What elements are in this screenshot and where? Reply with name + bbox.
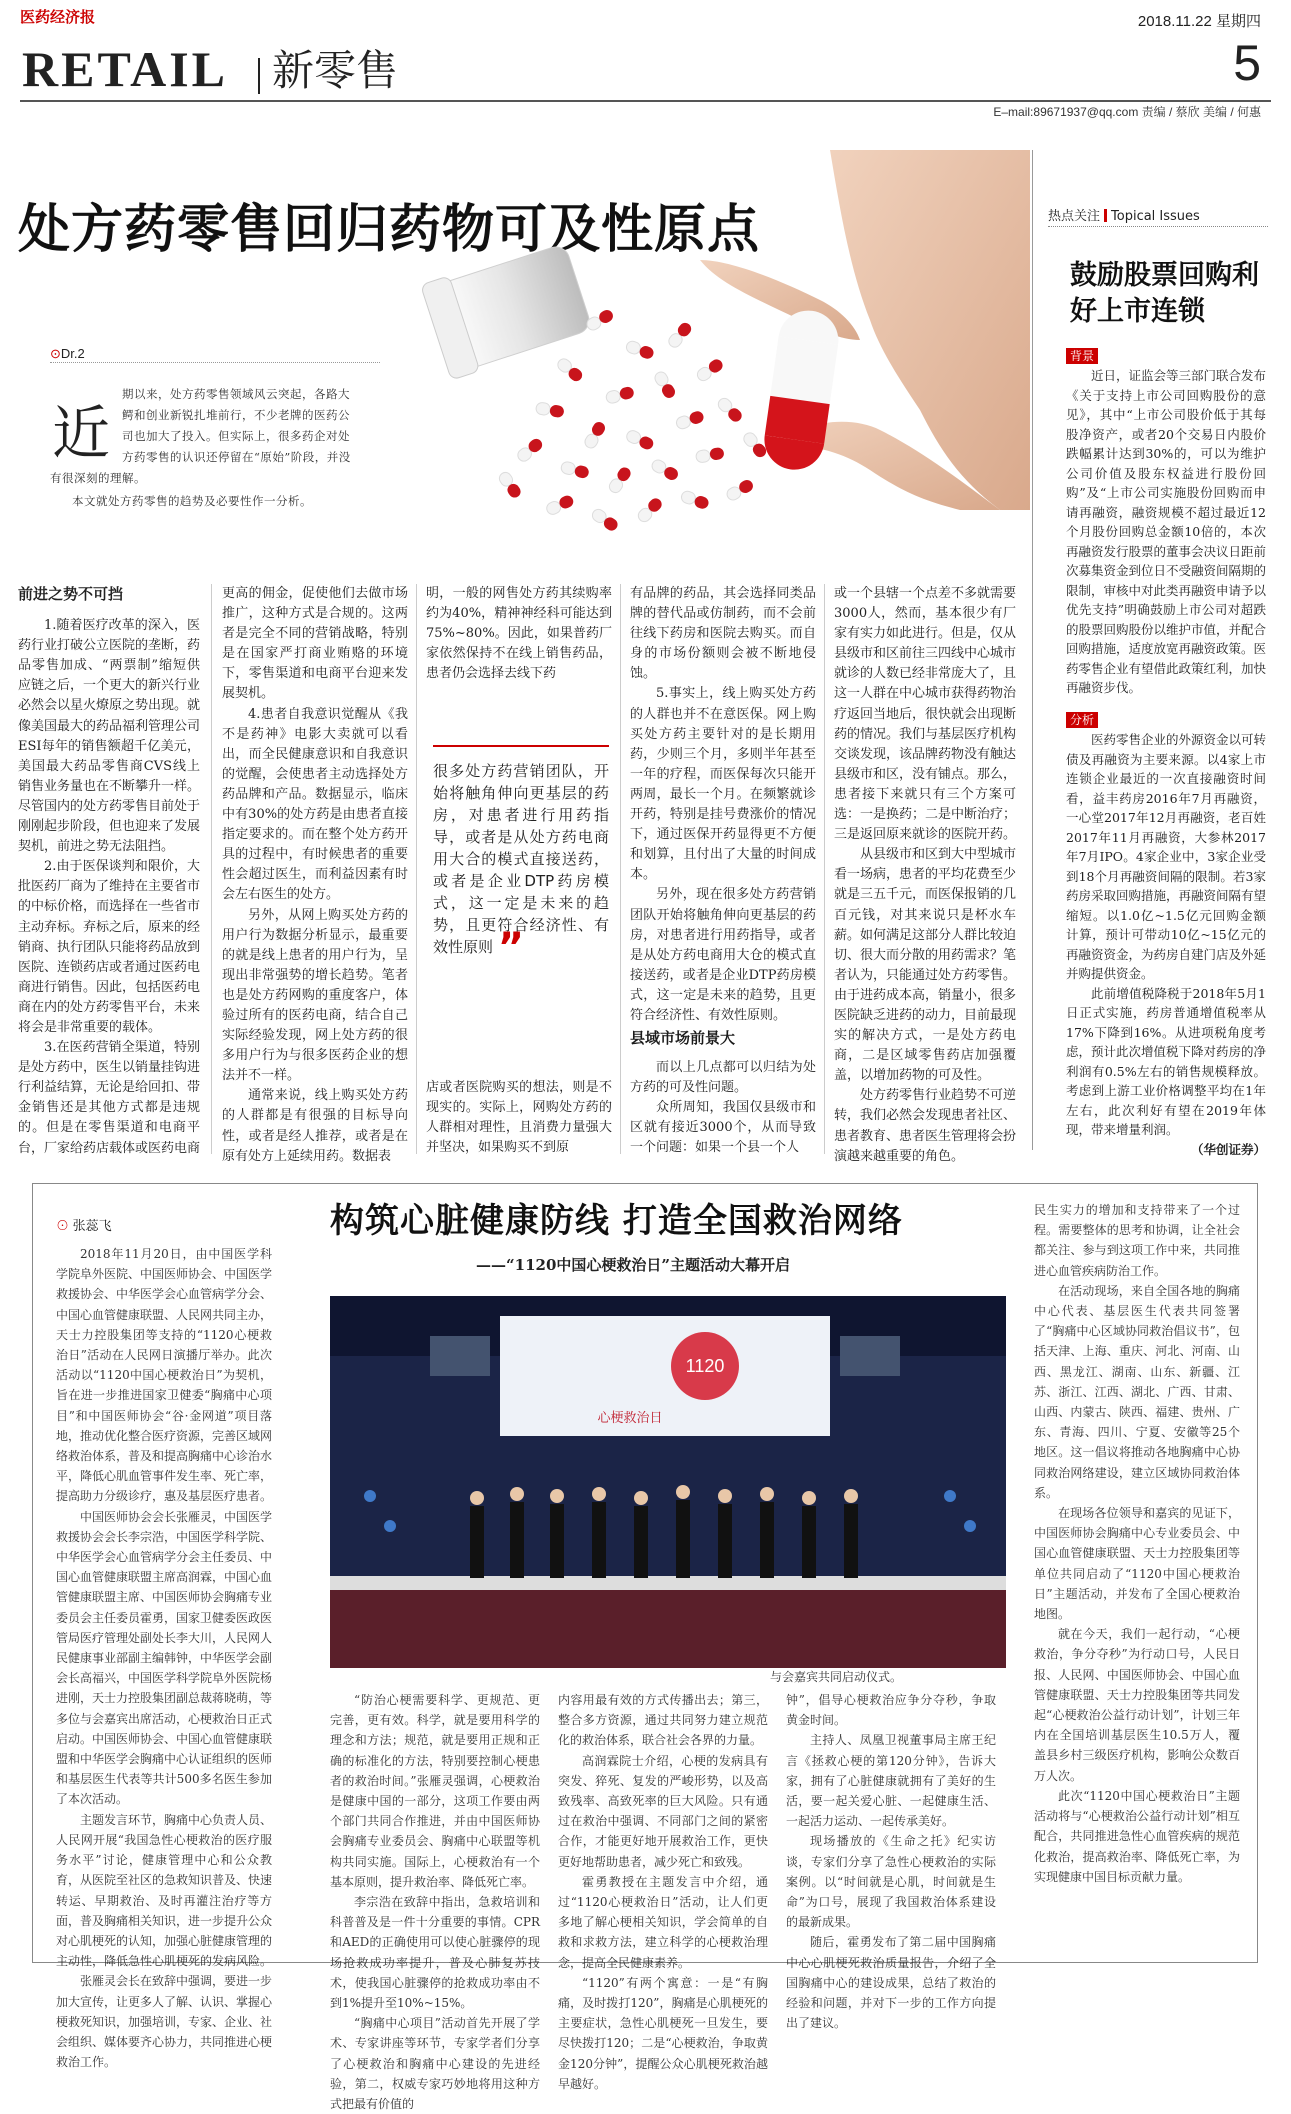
section-heading: 前进之势不可挡	[18, 585, 124, 603]
section-divider	[258, 58, 260, 94]
capsule-icon	[653, 370, 677, 400]
sidebar-headline: 鼓励股票回购利好上市连锁	[1070, 260, 1259, 327]
paragraph: 主题发言环节，胸痛中心负责人员、人民网开展“我国急性心梗救治的医疗服务水平”讨论，健康管理中心和公众教育，从医院至社区的急救知识普及、快速转运、早期救治、及时再灌注治疗等方面，普及胸痛相关知识，进一步提升公众对心肌梗死的认知，加强心脏健康管理的主动性，降低急性心肌梗死的发病风险。	[56, 1812, 273, 1969]
bottom-column	[558, 1690, 768, 2091]
sidebar-source: （华创证券）	[1190, 1141, 1266, 1157]
paragraph: 另外，现在很多处方药营销团队开始将触角伸向更基层的药房，对患者进行用药指导，或者是从处方药电商用大仓的模式直接送药，或者是企业DTP药房模式，这一定是未来的趋势，且更符合经济性、有效性原则。	[630, 887, 816, 1023]
paragraph: 或一个县辖一个点差不多就需要3000人，然而，基本很少有厂家有实力如此进行。但是，仅从县级市和区前往三四线中心城市就诊的人数已经非常庞大了，且这一人群在中心城市获得药物治疗返回当地后，很快就会出现断药的情况。我们与基层医疗机构交谈发现，该品牌药物没有触达县级市和区，没有铺点。那么，患者接下来就只有三个方案可选：一是换药；二是中断治疗；三是返回原来就诊的医院开药。	[834, 586, 1017, 843]
paragraph: 处方药零售行业趋势不可逆转，我们必然会发现患者社区、患者教育、患者医生管理将会扮演越来越重要的角色。	[834, 1088, 1017, 1164]
paragraph: 众所周知，我国仅县级市和区就有接近3000个，从而导致一个问题：如果一个县一个人	[630, 1100, 816, 1156]
article-column	[630, 584, 816, 1023]
lead-paragraph	[50, 384, 380, 512]
capsule-icon	[680, 490, 710, 511]
capsule-icon	[585, 308, 615, 332]
sidebar-divider	[1032, 150, 1033, 1150]
editor-credits: E–mail:89671937@qq.com 责编 / 蔡欣 美编 / 何惠	[993, 105, 1261, 119]
paragraph: 从县级市和区到大中型城市看一场病，患者的平均花费至少就是三五千元，而医保报销的几百元钱，对其来说只是杯水车薪。如何满足这部分人群比较迫切、很大而分散的用药需求？笔者认为，只能通过处方药零售。由于进药成本高，销量小，很多医院缺乏进药的动力，目前最现实的解决方式，一是处方药电商，二是区域零售药店加强覆盖，以增加药物的可及性。	[834, 847, 1017, 1084]
bottom-column	[330, 1690, 540, 2112]
column-divider	[211, 584, 212, 1154]
column-divider	[620, 584, 621, 1154]
kicker-bar-icon	[1104, 209, 1107, 222]
paragraph: 有品牌的药品，其会选择同类品牌的替代品或仿制药，而不会前往线下药房和医院去购买。而自身的市场份额则会被不断地侵蚀。	[630, 586, 816, 682]
paragraph: 高润霖院士介绍，心梗的发病具有突发、猝死、复发的严峻形势，以及高致残率、高致死率的巨大风险。只有通过在救治中强调、不同部门之间的紧密合作，才能更好地开展救治工作，更快更好地帮助患者，减少死亡和致残。	[558, 1753, 768, 1869]
svg-text:1120: 1120	[685, 1356, 725, 1376]
section-title-cn: 新零售	[272, 46, 399, 95]
sidebar-background-text	[1066, 366, 1266, 706]
paragraph: 近日，证监会等三部门联合发布《关于支持上市公司回购股份的意见》，其中“上市公司股价低于其每股净资产，或者20个交易日内股价跌幅累计达到30%的，可以为维护公司价值及股东权益进行股份回购”及“上市公司实施股份回购而申请再融资，融资规模不超过最近12个月股份回购总金额10倍的，本次再融资发行股票的董事会决议日距前次募集资金到位日不受融资间隔期的限制，审核中对此类再融资申请予以优先支持”明确鼓励上市公司对超跌的股票回购股份以维护市值，并配合回购措施，适度放宽再融资政策。医药零售企业有望借此政策红利，加快再融资步伐。	[1066, 368, 1267, 695]
paragraph: 民生实力的增加和支持带来了一个过程。需要整体的思考和协调，让全社会都关注、参与到这项工作中来，共同推进心血管疾病防治工作。	[1034, 1203, 1240, 1278]
capsule-icon	[607, 465, 633, 495]
paragraph: 钟”，倡导心梗救治应争分夺秒，争取黄金时间。	[786, 1693, 996, 1728]
lead-line: 方药零售的认识还停留在“原始”阶段，并没	[122, 450, 351, 464]
paragraph: 现场播放的《生命之托》纪实访谈，专家们分享了急性心梗救治的实际案例。以“时间就是心肌，时间就是生命”为口号，展现了我国救治体系建设的最新成果。	[786, 1834, 996, 1930]
lead-line: 司也加大了投入。但实际上，很多药企对处	[122, 429, 350, 443]
lead-line: 期以来，处方药零售领域风云突起，各路大	[122, 387, 350, 401]
article-column	[630, 1058, 816, 1158]
byline-mark-icon: ⊙	[50, 346, 61, 361]
paragraph: “1120”有两个寓意：一是“有胸痛，及时拨打120”，胸痛是心肌梗死的主要症状，急性心肌梗死一旦发生，要尽快拨打120；二是“心梗救治，争取黄金120分钟”，提醒公众心肌梗死救治越早越好。	[558, 1975, 768, 2091]
column-divider	[416, 584, 417, 1154]
quote-mark-icon: ”	[497, 925, 525, 971]
paragraph: 随后，霍勇发布了第二届中国胸痛中心心肌梗死救治质量报告，介绍了全国胸痛中心的建设成果，总结了救治的经验和问题，并对下一步的工作方向提出了建议。	[786, 1935, 996, 2031]
paragraph: 此次“1120中国心梗救治日”主题活动将与“心梗救治公益行动计划”相互配合，共同推进急性心血管疾病的规范化救治，提高救治率、降低死亡率，为实现健康中国目标贡献力量。	[1034, 1788, 1240, 1884]
kicker-cn: 热点关注	[1048, 209, 1101, 224]
capsule-icon	[625, 340, 655, 361]
capsule-icon	[560, 461, 590, 480]
paragraph: 在活动现场，来自全国各地的胸痛中心代表、基层医生代表共同签署了“胸痛中心区域协同救治倡议书”，包括天津、上海、重庆、河北、河南、山西、黑龙江、湖南、山东、新疆、江苏、浙江、江西、湖北、广西、甘肃、山西、内蒙古、陕西、福建、贵州、广东、青海、四川、宁夏、安徽等25个地区。这一倡议将推动各地胸痛中心协同救治网络建设，建立区域协同救治体系。	[1034, 1283, 1240, 1500]
paragraph: “防治心梗需要科学、更规范、更完善，更有效。科学，就是要用科学的理念和方法；规范，就是要用正规和正确的标准化的方法，特别要控制心梗患者的救治时间。”张雁灵强调，心梗救治是健康中国的一部分，这项工作要由两个部门共同合作推进，并由中国医师协会胸痛专业委员会、胸痛中心联盟等机构共同实施。国际上，心梗救治有一个基本原则，提升救治率、降低死亡率。	[330, 1693, 540, 1889]
bottom-column	[786, 1690, 996, 2031]
paragraph: 张雁灵会长在致辞中强调，要进一步加大宣传，让更多人了解、认识、掌握心梗救死知识，加强培训，专家、企业、社会组织、媒体要齐心协力，共同推进心梗救治工作。	[56, 1974, 273, 2070]
lead-summary: 本文就处方药零售的趋势及必要性作一分析。	[72, 494, 312, 508]
paragraph: 中国医师协会会长张雁灵，中国医学救援协会会长李宗浩，中国医学科学院、中华医学会心血管病学分会主任委员、中国心血管健康联盟主席高润霖，中国心血管健康联盟主席、中国医师协会胸痛专业委员会主任委员霍勇，国家卫健委医政医管局医疗管理处副处长李大川，人民网人民健康事业部副主编韩钟，中华医学会副会长高福兴，中国医学科学院阜外医院杨进刚，天士力控股集团副总裁蒋晓萌，等多位与会嘉宾出席活动，心梗救治日正式启动。中国医师协会、中国心血管健康联盟和中华医学会胸痛中心认证组织的医师和基层医生代表等共计500多名医生参加了本次活动。	[56, 1509, 273, 1807]
event-photo	[330, 1296, 1006, 1668]
sidebar-tag-background: 背景	[1066, 348, 1098, 364]
header-rule	[20, 100, 1271, 102]
kicker-en: Topical Issues	[1111, 209, 1200, 224]
bottom-headline: 构筑心脏健康防线 打造全国救治网络	[330, 1201, 903, 1241]
pull-quote	[433, 760, 609, 1040]
capsule-icon	[583, 420, 607, 450]
paragraph: 2.由于医保谈判和限价，大批医药厂商为了维持在主要省市的中标价格，而选择在一些省市主动弃标。弃标之后，原来的经销商、执行团队只能将药品放到医院、连锁药店或者通过医药电商进行销售。因此，包括医药电商在内的处方药零售平台，未来将会是非常重要的载体。	[18, 859, 201, 1035]
byline-author: Dr.2	[60, 346, 85, 361]
article-column	[18, 584, 200, 1154]
paragraph: 1.随着医疗改革的深入，医药行业打破公立医院的垄断，药品零售加成、“两票制”缩短供应链之后，一个更大的新兴行业必然会以星火燎原之势出现。就像美国最大的药品福利管理公司ESI每年的销售额超千亿美元，美国最大药品零售商CVS线上销售业务量也在不断攀升一样。尽管国内的处方药零售目前处于刚刚起步阶段，但也迎来了发展契机，前进之势无法阻挡。	[18, 618, 201, 855]
section-heading: 县域市场前景大	[630, 1029, 736, 1047]
screen-text: 心梗救治日	[597, 1411, 663, 1426]
article-column	[426, 1078, 612, 1158]
byline-mark-icon: ⊙	[56, 1218, 70, 1233]
paragraph: 内容用最有效的方式传播出去；第三，整合多方资源，通过共同努力建立规范化的救治体系，联合社会各界的力量。	[558, 1693, 768, 1748]
paragraph: 此前增值税降税于2018年5月1日正式实施，药房普通增值税率从17%下降到16%。从进项税角度考虑，预计此次增值税下降对药房的净利润有0.5%左右的销售规模释放。考虑到上游工业价格调整平均在1年左右，此次利好有望在2019年体现，带来增量利润。	[1066, 985, 1267, 1137]
byline-rule	[50, 362, 380, 363]
capsule-icon	[515, 436, 544, 463]
paragraph: 2018年11月20日，由中国医学科学院阜外医院、中国医师协会、中国医学救援协会、中华医学会心血管病学分会、中国心血管健康联盟、人民网共同主办，天士力控股集团等支持的“1120心梗救治日”活动在人民网日演播厅举办。此次活动以“1120中国心梗救治日”为契机，旨在进一步推进国家卫健委“胸痛中心项目”和中国医师协会“谷·金网道”项目落地，推动优化整合医疗资源，完善区域网络救治体系，普及和提高胸痛中心诊治水平，降低心肌血管事件发生率、死亡率，提高助力分级诊疗，惠及基层医疗患者。	[56, 1247, 273, 1504]
sidebar-kicker	[1048, 205, 1200, 224]
capsule-icon	[535, 402, 565, 419]
paragraph: 明，一般的网售处方药其续购率约为40%，精神神经科可能达到75%~80%。因此，如果普药厂家依然保持不在线上销售药品，患者仍会选择去线下药	[426, 586, 612, 682]
paragraph: 通常来说，线上购买处方药的人群都是有很强的目标导向性，或者是经人推荐，或者是在原有处方上延续用药。数据表	[222, 1088, 408, 1164]
bottom-column	[56, 1244, 273, 2070]
drop-cap: 近	[52, 399, 111, 467]
issue-date: 2018.11.22 星期四	[1137, 13, 1261, 30]
paragraph: 主持人、凤凰卫视董事局主席王纪言《拯救心梗的第120分钟》，告诉大家，拥有了心脏健康就拥有了美好的生活，要一起关爱心脏、一起健康生活、一起活力运动、一起传承美好。	[786, 1733, 996, 1829]
paragraph: 就在今天，我们一起行动，“心梗救治，争分夺秒”为行动口号，人民日报、人民网、中国医师协会、中国心血管健康联盟、天士力控股集团等共同发起“心梗救治公益行动计划”，计划三年内在全国培训基层医生10.5万人，覆盖县乡村三级医疗机构，影响公众数百万人次。	[1034, 1627, 1240, 1783]
capsule-icon	[716, 396, 744, 424]
capsule-icon	[725, 478, 755, 502]
paragraph: 医药零售企业的外源资金以可转债及再融资为主要来源。以4家上市连锁企业最近的一次直接融资时间看，益丰药房2016年7月再融资，一心堂2017年12月再融资，老百姓2017年11月再融资，大参林2017年7月IPO。4家企业中，3家企业受到18个月再融资间隔的限制。若3家药房采取回购措施，再融资间隔有望缩短。以1.0亿~1.5亿元回购金额计算，预计可带动10亿~15亿元的再融资资金，为药房自建门店及外延并购提供资金。	[1066, 732, 1267, 981]
article-column	[222, 584, 408, 1164]
capsule-icon	[497, 470, 523, 500]
paragraph: 3.在医药营销全渠道，特别是处方药中，医生以销量挂钩进行利益结算，无论是给回扣、带金销售还是其他方式都是违规的。但是在零售渠道和电商平台，厂家给药店载体或医药电商	[18, 1040, 201, 1156]
column-divider	[824, 584, 825, 1154]
paragraph: 而以上几点都可以归结为处方药的可及性问题。	[630, 1060, 816, 1096]
lead-line: 有很深刻的理解。	[50, 471, 146, 485]
event-stage-illustration	[330, 1296, 1006, 1668]
section-title-en: RETAIL	[22, 41, 229, 97]
paragraph: “胸痛中心项目”活动首先开展了学术、专家讲座等环节，专家学者们分享了心梗救治和胸痛中心建设的先进经验，第二，权威专家巧妙地将用这种方式把最有价值的	[330, 2016, 540, 2112]
paragraph: 李宗浩在致辞中指出，急救培训和科普普及是一件十分重要的事情。CPR和AED的正确使用可以使心脏骤停的现场抢救成功率提升，普及心肺复苏技术，使我国心脏骤停的抢救成功率由不到1%提升至10%~15%。	[330, 1895, 540, 2011]
paragraph: 更高的佣金，促使他们去做市场推广，这种方式是合规的。这两者是完全不同的营销战略，特别是在国家严打商业贿赂的环境下，零售渠道和电商平台迎来发展契机。	[222, 586, 408, 702]
main-headline: 处方药零售回归药物可及性原点	[18, 199, 761, 260]
paragraph: 5.事实上，线上购买处方药的人群也并不在意医保。网上购买处方药主要针对的是长期用药，少则三个月，多则半年甚至一年的疗程，而医保每次只能开两周，最长一个月。在频繁就诊开药，特别是挂号费涨价的情况下，通过医保开药显得更不方便和划算，且付出了大量的时间成本。	[630, 686, 816, 883]
bottom-column	[1034, 1200, 1240, 1950]
pull-quote-text: 很多处方药营销团队，开始将触角伸向更基层的药房，对患者进行用药指导，或者是从处方药电商用大合的模式直接送药，或者是企业DTP药房模式，这一定是未来的趋势，且更符合经济性、有效性原则	[433, 762, 609, 956]
bottom-byline	[56, 1215, 112, 1234]
page-number: 5	[1233, 35, 1261, 91]
capsule-icon	[636, 496, 664, 524]
sidebar-tag-analysis: 分析	[1066, 712, 1098, 728]
photo-caption: 与会嘉宾共同启动仪式。	[770, 1670, 903, 1684]
pills-hand-illustration	[400, 150, 1030, 570]
capsule-icon	[590, 507, 620, 533]
sidebar-analysis-text	[1066, 730, 1267, 1157]
article-column	[834, 584, 1017, 1164]
main-byline	[50, 346, 85, 362]
capsule-icon	[666, 320, 693, 349]
paragraph: 在现场各位领导和嘉宾的见证下，中国医师协会胸痛中心专业委员会、中国心血管健康联盟、天士力控股集团等单位共同启动了“1120中国心梗救治日”主题活动，并发布了全国心梗救治地图。	[1034, 1506, 1240, 1622]
paragraph: 霍勇教授在主题发言中介绍，通过“1120心梗救治日”活动，让人们更多地了解心梗相关知识，学会简单的自救和求救方法，建立科学的心梗救治理念，提高全民健康素养。	[558, 1874, 768, 1970]
bottom-subheadline: ——“1120中国心梗救治日”主题活动大幕开启	[476, 1256, 791, 1274]
paragraph: 4.患者自我意识觉醒从《我不是药神》电影大卖就可以看出，而全民健康意识和自我意识的觉醒，会使患者主动选择处方药品牌和产品。数据显示，临床中有30%的处方药是由患者直接指定要求的。而在整个处方药开具的过程中，有时候患者的重要性会超过医生，而利益因素有时会左右医生的处方。	[222, 706, 408, 903]
capsule-icon	[605, 386, 635, 405]
capsule-icon	[675, 410, 705, 431]
newspaper-logo: 医药经济报	[20, 8, 96, 26]
paragraph: 店或者医院购买的想法，则是不现实的。实际上，网购处方药的人群相对理性，且消费力量强大并坚决，如果购买不到原	[426, 1080, 612, 1156]
pull-quote-rule	[433, 745, 609, 747]
paragraph: 另外，从网上购买处方药的用户行为数据分析显示，最重要的就是线上患者的用户行为，呈现出非常强势的增长趋势。笔者也是处方药网购的重度客户，体验过所有的医药电商，结合自己实际经验发现，网上处方药的很多用户行为与很多医药企业的想法并不一样。	[222, 907, 408, 1084]
capsule-icon	[741, 430, 768, 459]
capsule-icon	[695, 357, 725, 383]
capsule-icon	[545, 494, 575, 517]
capsule-icon	[695, 447, 725, 464]
byline-author: 张蕊飞	[72, 1218, 112, 1233]
sidebar-kicker-rule	[1048, 226, 1268, 227]
capsule-icon	[625, 429, 655, 452]
capsule-icon	[650, 458, 680, 482]
lead-line: 鳄和创业新锐扎堆前行，不少老牌的医药公	[122, 408, 350, 422]
capsule-icon	[555, 356, 584, 383]
